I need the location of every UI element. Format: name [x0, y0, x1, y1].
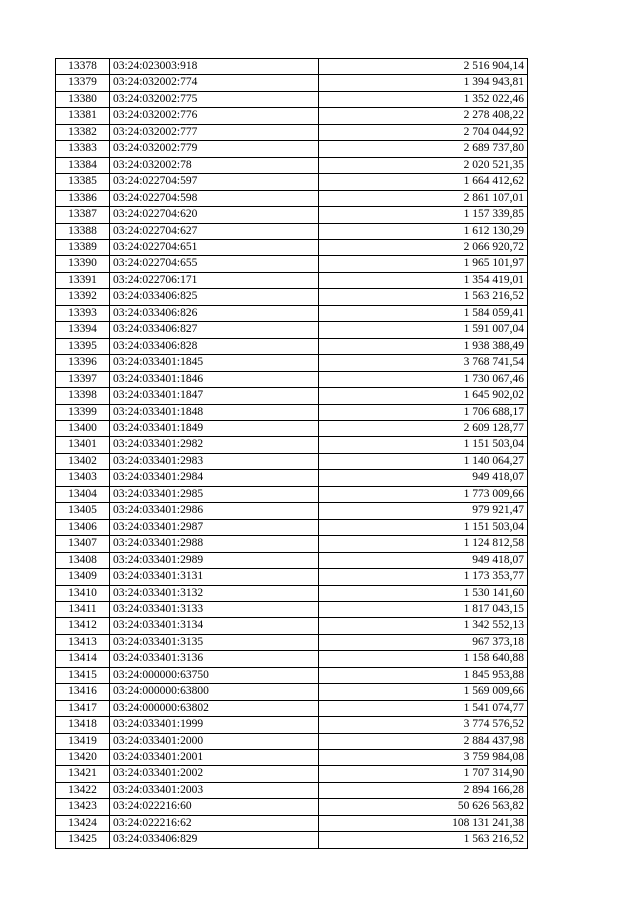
- cadastral-number-cell: 03:24:033401:2989: [110, 552, 319, 568]
- cadastral-value-cell: 1 124 812,58: [319, 536, 528, 552]
- row-number-cell: 13378: [56, 59, 110, 75]
- row-number-cell: 13412: [56, 618, 110, 634]
- table-row: [56, 601, 528, 617]
- row-number-cell: 13389: [56, 239, 110, 255]
- row-number-cell: 13418: [56, 717, 110, 733]
- row-number-cell: 13416: [56, 684, 110, 700]
- table-row: [56, 832, 528, 848]
- cadastral-number-cell: 03:24:033406:825: [110, 289, 319, 305]
- table-row: [56, 256, 528, 272]
- cadastral-number-cell: 03:24:033401:3135: [110, 634, 319, 650]
- row-number-cell: 13399: [56, 404, 110, 420]
- table-row: [56, 338, 528, 354]
- cadastral-number-cell: 03:24:000000:63802: [110, 700, 319, 716]
- row-number-cell: 13405: [56, 503, 110, 519]
- cadastral-number-cell: 03:24:033401:1846: [110, 371, 319, 387]
- table-row: [56, 717, 528, 733]
- table-row: [56, 651, 528, 667]
- cadastral-number-cell: 03:24:033401:1999: [110, 717, 319, 733]
- table-row: [56, 272, 528, 288]
- cadastral-value-cell: 2 020 521,35: [319, 157, 528, 173]
- table-row: [56, 667, 528, 683]
- cadastral-number-cell: 03:24:032002:78: [110, 157, 319, 173]
- cadastral-value-cell: 1 569 009,66: [319, 684, 528, 700]
- row-number-cell: 13380: [56, 91, 110, 107]
- cadastral-number-cell: 03:24:033401:2983: [110, 453, 319, 469]
- cadastral-value-cell: 1 140 064,27: [319, 453, 528, 469]
- cadastral-value-cell: 1 584 059,41: [319, 305, 528, 321]
- table-row: [56, 634, 528, 650]
- cadastral-value-cell: 2 278 408,22: [319, 108, 528, 124]
- cadastral-number-cell: 03:24:033401:2987: [110, 519, 319, 535]
- cadastral-value-cell: 979 921,47: [319, 503, 528, 519]
- cadastral-value-cell: 1 541 074,77: [319, 700, 528, 716]
- row-number-cell: 13411: [56, 601, 110, 617]
- cadastral-number-cell: 03:24:033401:1848: [110, 404, 319, 420]
- cadastral-number-cell: 03:24:033401:2003: [110, 782, 319, 798]
- cadastral-value-cell: 1 151 503,04: [319, 437, 528, 453]
- table-row: [56, 684, 528, 700]
- row-number-cell: 13420: [56, 750, 110, 766]
- row-number-cell: 13395: [56, 338, 110, 354]
- row-number-cell: 13385: [56, 174, 110, 190]
- cadastral-number-cell: 03:24:023003:918: [110, 59, 319, 75]
- row-number-cell: 13402: [56, 453, 110, 469]
- cadastral-value-cell: 2 894 166,28: [319, 782, 528, 798]
- cadastral-number-cell: 03:24:033401:3136: [110, 651, 319, 667]
- table-row: [56, 223, 528, 239]
- row-number-cell: 13413: [56, 634, 110, 650]
- cadastral-number-cell: 03:24:032002:776: [110, 108, 319, 124]
- table-row: [56, 207, 528, 223]
- cadastral-value-cell: 1 530 141,60: [319, 585, 528, 601]
- table-row: [56, 305, 528, 321]
- table-row: [56, 733, 528, 749]
- cadastral-number-cell: 03:24:033406:827: [110, 322, 319, 338]
- row-number-cell: 13396: [56, 355, 110, 371]
- cadastral-value-cell: 1 173 353,77: [319, 569, 528, 585]
- cadastral-value-cell: 1 158 640,88: [319, 651, 528, 667]
- table-row: [56, 799, 528, 815]
- row-number-cell: 13423: [56, 799, 110, 815]
- table-row: [56, 766, 528, 782]
- row-number-cell: 13401: [56, 437, 110, 453]
- cadastral-value-cell: 949 418,07: [319, 552, 528, 568]
- cadastral-number-cell: 03:24:022704:620: [110, 207, 319, 223]
- row-number-cell: 13414: [56, 651, 110, 667]
- row-number-cell: 13384: [56, 157, 110, 173]
- cadastral-number-cell: 03:24:022704:627: [110, 223, 319, 239]
- row-number-cell: 13397: [56, 371, 110, 387]
- row-number-cell: 13403: [56, 470, 110, 486]
- row-number-cell: 13387: [56, 207, 110, 223]
- cadastral-number-cell: 03:24:033401:3131: [110, 569, 319, 585]
- row-number-cell: 13392: [56, 289, 110, 305]
- cadastral-number-cell: 03:24:000000:63750: [110, 667, 319, 683]
- cadastral-value-cell: 1 563 216,52: [319, 832, 528, 848]
- cadastral-number-cell: 03:24:032002:777: [110, 124, 319, 140]
- cadastral-value-cell: 1 352 022,46: [319, 91, 528, 107]
- table-row: [56, 700, 528, 716]
- cadastral-value-cell: 2 516 904,14: [319, 59, 528, 75]
- row-number-cell: 13421: [56, 766, 110, 782]
- cadastral-value-cell: 3 768 741,54: [319, 355, 528, 371]
- cadastral-number-cell: 03:24:022704:598: [110, 190, 319, 206]
- cadastral-value-cell: 1 706 688,17: [319, 404, 528, 420]
- cadastral-value-cell: 2 066 920,72: [319, 239, 528, 255]
- cadastral-value-table: [55, 58, 528, 849]
- row-number-cell: 13391: [56, 272, 110, 288]
- cadastral-value-cell: 1 730 067,46: [319, 371, 528, 387]
- cadastral-value-cell: 1 965 101,97: [319, 256, 528, 272]
- table-row: [56, 190, 528, 206]
- row-number-cell: 13410: [56, 585, 110, 601]
- row-number-cell: 13404: [56, 486, 110, 502]
- cadastral-number-cell: 03:24:033401:2986: [110, 503, 319, 519]
- cadastral-value-cell: 1 591 007,04: [319, 322, 528, 338]
- cadastral-number-cell: 03:24:033401:2982: [110, 437, 319, 453]
- cadastral-value-cell: 1 664 412,62: [319, 174, 528, 190]
- cadastral-value-cell: 2 884 437,98: [319, 733, 528, 749]
- table-row: [56, 239, 528, 255]
- cadastral-value-cell: 1 938 388,49: [319, 338, 528, 354]
- table-row: [56, 486, 528, 502]
- row-number-cell: 13415: [56, 667, 110, 683]
- cadastral-number-cell: 03:24:022704:655: [110, 256, 319, 272]
- table-row: [56, 519, 528, 535]
- table-row: [56, 437, 528, 453]
- cadastral-value-cell: 108 131 241,38: [319, 815, 528, 831]
- table-row: [56, 470, 528, 486]
- cadastral-value-cell: 1 354 419,01: [319, 272, 528, 288]
- table-row: [56, 75, 528, 91]
- cadastral-number-cell: 03:24:000000:63800: [110, 684, 319, 700]
- cadastral-number-cell: 03:24:033401:2984: [110, 470, 319, 486]
- cadastral-number-cell: 03:24:022704:597: [110, 174, 319, 190]
- cadastral-number-cell: 03:24:033401:1847: [110, 388, 319, 404]
- row-number-cell: 13408: [56, 552, 110, 568]
- table-row: [56, 750, 528, 766]
- cadastral-value-cell: 1 845 953,88: [319, 667, 528, 683]
- cadastral-value-cell: 967 373,18: [319, 634, 528, 650]
- row-number-cell: 13388: [56, 223, 110, 239]
- table-row: [56, 503, 528, 519]
- cadastral-value-cell: 1 563 216,52: [319, 289, 528, 305]
- cadastral-value-cell: 2 704 044,92: [319, 124, 528, 140]
- cadastral-value-cell: 1 707 314,90: [319, 766, 528, 782]
- table-row: [56, 453, 528, 469]
- table-body: [56, 59, 528, 849]
- table-row: [56, 59, 528, 75]
- cadastral-number-cell: 03:24:033401:1845: [110, 355, 319, 371]
- table-row: [56, 388, 528, 404]
- cadastral-value-cell: 1 817 043,15: [319, 601, 528, 617]
- table-row: [56, 371, 528, 387]
- cadastral-number-cell: 03:24:022704:651: [110, 239, 319, 255]
- cadastral-value-cell: 50 626 563,82: [319, 799, 528, 815]
- table-row: [56, 124, 528, 140]
- cadastral-number-cell: 03:24:033401:2002: [110, 766, 319, 782]
- row-number-cell: 13394: [56, 322, 110, 338]
- cadastral-number-cell: 03:24:033406:826: [110, 305, 319, 321]
- table-row: [56, 420, 528, 436]
- cadastral-number-cell: 03:24:032002:779: [110, 141, 319, 157]
- cadastral-number-cell: 03:24:033401:3133: [110, 601, 319, 617]
- row-number-cell: 13398: [56, 388, 110, 404]
- cadastral-value-cell: 1 645 902,02: [319, 388, 528, 404]
- cadastral-value-cell: 2 861 107,01: [319, 190, 528, 206]
- row-number-cell: 13386: [56, 190, 110, 206]
- table-row: [56, 157, 528, 173]
- cadastral-number-cell: 03:24:022216:62: [110, 815, 319, 831]
- cadastral-value-cell: 949 418,07: [319, 470, 528, 486]
- cadastral-number-cell: 03:24:022216:60: [110, 799, 319, 815]
- table-row: [56, 174, 528, 190]
- cadastral-number-cell: 03:24:032002:775: [110, 91, 319, 107]
- cadastral-value-cell: 1 157 339,85: [319, 207, 528, 223]
- cadastral-value-cell: 3 774 576,52: [319, 717, 528, 733]
- cadastral-number-cell: 03:24:032002:774: [110, 75, 319, 91]
- table-row: [56, 782, 528, 798]
- table-row: [56, 404, 528, 420]
- table-row: [56, 108, 528, 124]
- cadastral-value-cell: 1 342 552,13: [319, 618, 528, 634]
- row-number-cell: 13381: [56, 108, 110, 124]
- row-number-cell: 13406: [56, 519, 110, 535]
- cadastral-value-cell: 1 612 130,29: [319, 223, 528, 239]
- row-number-cell: 13383: [56, 141, 110, 157]
- cadastral-number-cell: 03:24:033401:3134: [110, 618, 319, 634]
- cadastral-value-cell: 2 689 737,80: [319, 141, 528, 157]
- row-number-cell: 13424: [56, 815, 110, 831]
- cadastral-value-cell: 1 773 009,66: [319, 486, 528, 502]
- table-row: [56, 569, 528, 585]
- row-number-cell: 13417: [56, 700, 110, 716]
- cadastral-value-cell: 1 394 943,81: [319, 75, 528, 91]
- cadastral-number-cell: 03:24:033401:2000: [110, 733, 319, 749]
- row-number-cell: 13407: [56, 536, 110, 552]
- cadastral-number-cell: 03:24:033406:828: [110, 338, 319, 354]
- cadastral-number-cell: 03:24:033401:2001: [110, 750, 319, 766]
- cadastral-value-cell: 2 609 128,77: [319, 420, 528, 436]
- table-row: [56, 141, 528, 157]
- row-number-cell: 13382: [56, 124, 110, 140]
- row-number-cell: 13419: [56, 733, 110, 749]
- row-number-cell: 13390: [56, 256, 110, 272]
- table-row: [56, 618, 528, 634]
- table-row: [56, 322, 528, 338]
- cadastral-value-cell: 3 759 984,08: [319, 750, 528, 766]
- cadastral-number-cell: 03:24:033401:1849: [110, 420, 319, 436]
- cadastral-number-cell: 03:24:033401:2985: [110, 486, 319, 502]
- table-row: [56, 815, 528, 831]
- cadastral-number-cell: 03:24:022706:171: [110, 272, 319, 288]
- cadastral-value-cell: 1 151 503,04: [319, 519, 528, 535]
- row-number-cell: 13409: [56, 569, 110, 585]
- cadastral-number-cell: 03:24:033401:3132: [110, 585, 319, 601]
- table-row: [56, 289, 528, 305]
- row-number-cell: 13393: [56, 305, 110, 321]
- row-number-cell: 13400: [56, 420, 110, 436]
- row-number-cell: 13425: [56, 832, 110, 848]
- table-row: [56, 355, 528, 371]
- table-row: [56, 91, 528, 107]
- cadastral-number-cell: 03:24:033406:829: [110, 832, 319, 848]
- cadastral-number-cell: 03:24:033401:2988: [110, 536, 319, 552]
- table-row: [56, 536, 528, 552]
- row-number-cell: 13379: [56, 75, 110, 91]
- row-number-cell: 13422: [56, 782, 110, 798]
- table-row: [56, 552, 528, 568]
- table-row: [56, 585, 528, 601]
